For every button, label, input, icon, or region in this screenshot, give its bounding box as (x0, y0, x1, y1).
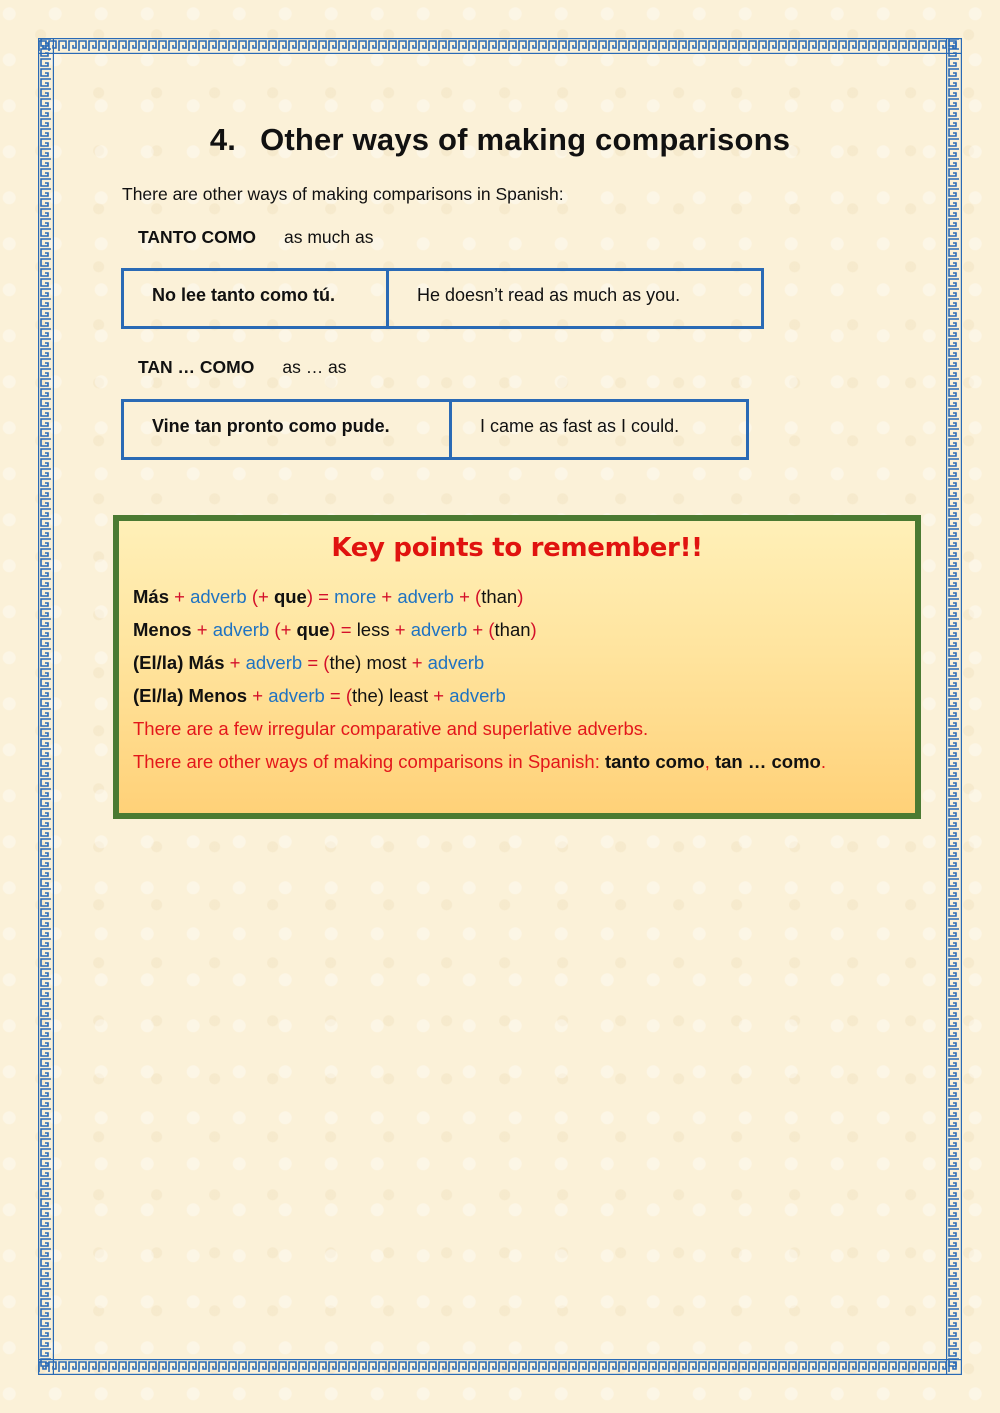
paren: ) (517, 586, 524, 607)
rule-word: Menos (133, 619, 192, 640)
comma: , (704, 751, 710, 772)
paren: ( (488, 619, 495, 640)
plus-sign: + (459, 586, 470, 607)
term-gloss: as much as (283, 227, 374, 247)
plus-sign: + (280, 619, 292, 640)
plus-sign: + (394, 619, 406, 640)
border-pattern (39, 1362, 956, 1372)
plus-sign: + (252, 685, 264, 706)
paren: ) (530, 619, 537, 640)
period: . (820, 751, 826, 772)
border-pattern (41, 39, 51, 1366)
adverb-text: adverb (268, 685, 325, 706)
paren: ( (323, 652, 330, 673)
example-spanish: Vine tan pronto como pude. (123, 401, 451, 459)
term-tanto-como (138, 227, 373, 248)
plus-sign: + (229, 652, 241, 673)
term-label: TANTO COMO (138, 227, 256, 247)
adverb-text: adverb (410, 619, 468, 640)
adverb-text: adverb (212, 619, 270, 640)
border-left (38, 38, 54, 1375)
plus-sign: + (381, 586, 393, 607)
example-english: I came as fast as I could. (451, 401, 748, 459)
rule-text: There are other ways of making comparisons in Spanish: (133, 751, 600, 772)
rule-menos (133, 618, 901, 642)
paren: ( (251, 586, 258, 607)
plus-sign: + (196, 619, 208, 640)
example-table-1 (121, 268, 764, 329)
plus-sign: + (472, 619, 484, 640)
term-tan-como (138, 357, 347, 378)
que-text: que (273, 586, 307, 607)
key-points-title: Key points to remember!! (331, 533, 703, 563)
rule-word: (El/la) Menos (133, 685, 248, 706)
term-gloss: as … as (282, 357, 347, 377)
equals-sign: = (307, 652, 319, 673)
rule-el-la-menos (133, 684, 901, 708)
border-top (38, 38, 962, 54)
que-text: que (296, 619, 330, 640)
adverb-text: adverb (190, 586, 247, 607)
rule-word: (El/la) Más (133, 652, 225, 673)
border-bottom (38, 1359, 962, 1375)
key-points-box (113, 515, 921, 819)
than-text: than (494, 619, 531, 640)
plus-sign: + (257, 586, 269, 607)
paren: ( (345, 685, 353, 706)
paren: ( (274, 619, 281, 640)
plus-sign: + (174, 586, 185, 607)
plus-sign: + (411, 652, 423, 673)
translation-text: less (356, 619, 390, 640)
paren: ( (475, 586, 482, 607)
paren: ) (329, 619, 336, 640)
paren: ) (306, 586, 313, 607)
term-label: TAN … COMO (138, 357, 255, 377)
adverb-text: adverb (245, 652, 303, 673)
translation-text: the) least (352, 685, 429, 706)
adverb-text: adverb (397, 586, 454, 607)
rule-other-ways (133, 750, 901, 774)
rule-el-la-mas (133, 651, 901, 675)
adverb-text: adverb (449, 685, 506, 706)
border-right (946, 38, 962, 1375)
plus-sign: + (433, 685, 445, 706)
rule-word: Más (133, 586, 169, 607)
translation-text: the) most (329, 652, 407, 673)
expression-tan-como: tan … como (714, 751, 821, 772)
adverb-text: adverb (427, 652, 485, 673)
than-text: than (481, 586, 518, 607)
example-spanish: No lee tanto como tú. (123, 270, 388, 328)
expression-tanto-como: tanto como (604, 751, 705, 772)
rule-irregular: There are a few irregular comparative and superlative adverbs. (133, 718, 649, 739)
equals-sign: = (329, 685, 341, 706)
section-number: 4. (209, 122, 237, 157)
section-title: Other ways of making comparisons (260, 122, 791, 157)
border-pattern (39, 41, 956, 51)
equals-sign: = (318, 586, 329, 607)
intro-text: There are other ways of making comparisons in Spanish: (122, 184, 564, 204)
page-title (0, 122, 1000, 158)
example-table-2 (121, 399, 749, 460)
example-english: He doesn’t read as much as you. (388, 270, 763, 328)
translation-text: more (334, 586, 377, 607)
equals-sign: = (340, 619, 352, 640)
border-pattern (949, 39, 959, 1366)
rule-mas (133, 585, 901, 609)
